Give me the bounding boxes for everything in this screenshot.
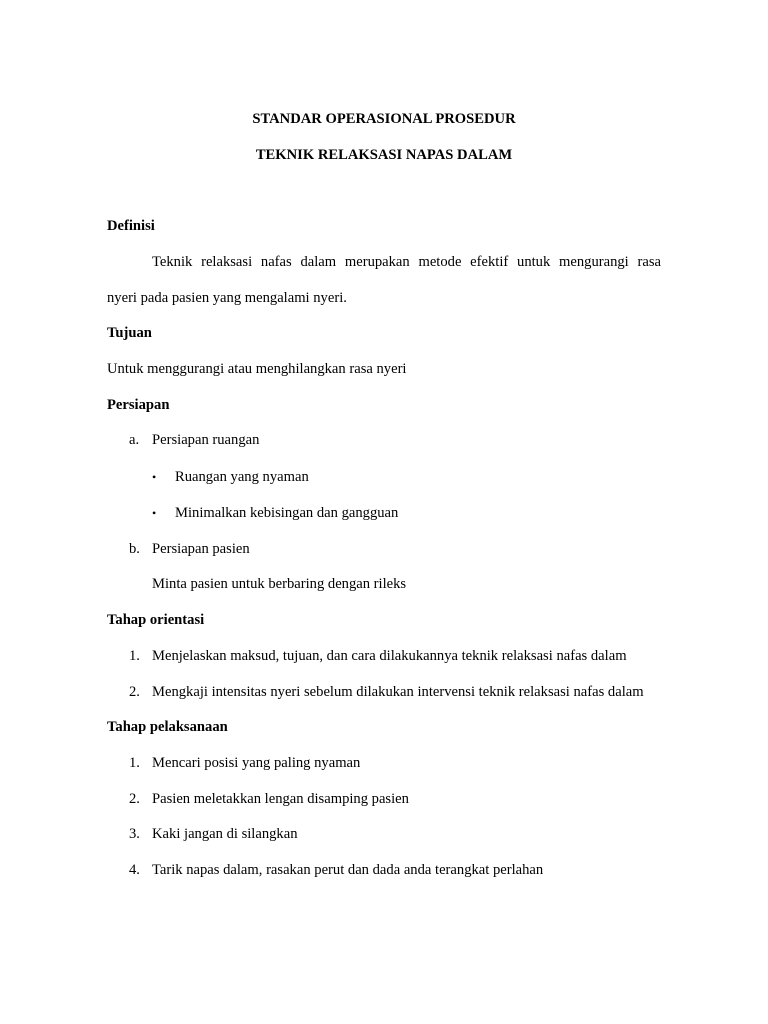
bullet-item: Ruangan yang nyaman xyxy=(175,469,309,485)
list-item: Mencari posisi yang paling nyaman xyxy=(152,755,361,771)
list-marker: 1. xyxy=(129,648,140,664)
list-marker: 4. xyxy=(129,862,140,878)
list-marker: a. xyxy=(129,432,140,448)
list-item: Menjelaskan maksud, tujuan, dan cara dilakukannya teknik relaksasi nafas dalam xyxy=(152,648,627,664)
list-marker: 2. xyxy=(129,791,140,807)
section-heading-pelaksanaan: Tahap pelaksanaan xyxy=(107,719,228,735)
list-marker: 2. xyxy=(129,684,140,700)
section-heading-definisi: Definisi xyxy=(107,218,155,234)
list-item: Persiapan ruangan xyxy=(152,432,260,448)
list-marker: b. xyxy=(129,541,140,557)
section-heading-orientasi: Tahap orientasi xyxy=(107,612,205,628)
list-item: Mengkaji intensitas nyeri sebelum dilakukan intervensi teknik relaksasi nafas dalam xyxy=(152,684,644,700)
list-item: Tarik napas dalam, rasakan perut dan dada anda terangkat perlahan xyxy=(152,862,544,878)
definisi-paragraph-line1: Teknik relaksasi nafas dalam merupakan metode efektif untuk mengurangi rasa xyxy=(152,254,661,270)
definisi-paragraph-line2: nyeri pada pasien yang mengalami nyeri. xyxy=(107,290,347,306)
list-marker: 3. xyxy=(129,826,140,842)
document-title: STANDAR OPERASIONAL PROSEDUR xyxy=(252,111,516,127)
list-marker: 1. xyxy=(129,755,140,771)
persiapan-pasien-text: Minta pasien untuk berbaring dengan rileks xyxy=(152,576,407,592)
section-heading-tujuan: Tujuan xyxy=(107,325,152,341)
bullet-icon: • xyxy=(152,506,157,520)
list-item: Pasien meletakkan lengan disamping pasien xyxy=(152,791,409,807)
bullet-icon: • xyxy=(152,470,157,484)
bullet-item: Minimalkan kebisingan dan gangguan xyxy=(175,505,399,521)
document-subtitle: TEKNIK RELAKSASI NAPAS DALAM xyxy=(255,147,513,163)
tujuan-text: Untuk menggurangi atau menghilangkan rasa nyeri xyxy=(107,361,407,377)
section-heading-persiapan: Persiapan xyxy=(107,397,170,413)
list-item: Kaki jangan di silangkan xyxy=(152,826,298,842)
list-item: Persiapan pasien xyxy=(152,541,250,557)
